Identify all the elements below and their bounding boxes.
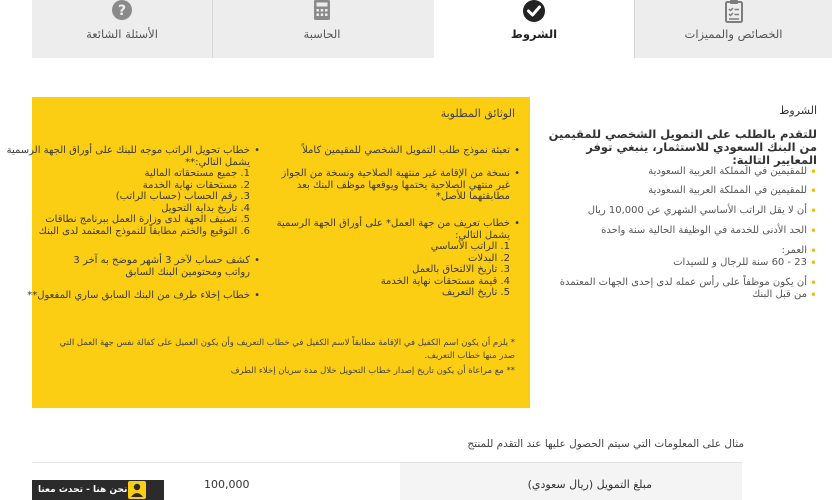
document-text: • نسخة من الإقامة غير منتهية الصلاحية ونسخة من الجواز — [281, 168, 510, 179]
svg-text:?: ? — [117, 3, 127, 19]
document-text: يشمل التالي: — [455, 229, 510, 241]
document-text: 4. قيمة مستحقات نهاية الخدمة — [380, 275, 510, 287]
document-text: تعبئة نموذج طلب التمويل الشخصي للمقيمين كاملاً — [302, 145, 510, 156]
document-text: يشمل التالي:** — [185, 156, 250, 168]
document-text: غير منتهي الصلاحية يختمها ويوقعها موظف البنك بعد — [296, 179, 510, 191]
tab-features-label: الخصائص والمميزات — [684, 27, 783, 41]
document-text: 5. تصنيف الجهة لدى وزارة العمل ببرنامج نطاقات — [45, 214, 250, 225]
chat-button[interactable] — [32, 480, 164, 500]
tab-calculator-label: الحاسبة — [303, 27, 341, 41]
document-text: • كشف حساب لآخر 3 أشهر موضح به آخر 3 — [73, 255, 250, 266]
tab-bar — [32, 0, 832, 58]
conditions-title: الشروط — [779, 104, 817, 117]
condition-item: • للمقيمين في المملكة العربية السعودية — [542, 166, 817, 178]
condition-item: • للمقيمين في المملكة العربية السعودية — [542, 185, 817, 197]
checkmark-icon — [521, 0, 547, 26]
conditions-intro: للتقدم بالطلب على التمويل الشخصي للمقيمين من البنك السعودي للاستثمار، ينبغي توفر المعايير التالية: — [548, 127, 817, 167]
document-text: مطابقتهما للأصل* — [435, 191, 510, 202]
document-text: 6. التوقيع والختم مطابقاً للنموذج المعتمد لدى البنك — [38, 225, 250, 237]
document-text: خطاب إخلاء طرف من البنك السابق ساري المفعول** — [27, 290, 250, 301]
document-text: 5. تاريخ التعريف — [441, 287, 510, 298]
document-item — [277, 218, 520, 299]
example-title: مثال على المعلومات التي سيتم الحصول عليها عند التقدم للمنتج — [467, 438, 744, 450]
document-text: • خطاب تحويل الراتب موجه للبنك على أوراق الجهة الرسمية — [6, 145, 250, 156]
document-item — [7, 145, 260, 237]
document-text: 4. تاريخ بداية التحويل — [161, 202, 250, 214]
financing-amount-label: مبلغ التمويل (ريال سعودي) — [527, 478, 652, 491]
documents-title: الوثائق المطلوبة — [440, 107, 515, 120]
condition-item-continued: • 23 - 60 سنة للرجال و للسيدات — [542, 257, 817, 269]
document-item — [302, 145, 520, 157]
financing-amount-value: 100,000 — [204, 478, 250, 491]
document-text: 1. جميع مستحقاته المالية — [144, 168, 250, 179]
condition-item-continued: • من قبل البنك — [542, 289, 817, 301]
condition-item: • الحد الأدنى للخدمة في الوظيفة الحالية سنة واحدة — [542, 225, 817, 237]
conditions-panel — [532, 58, 832, 408]
tab-features[interactable] — [635, 0, 832, 58]
checklist-icon — [724, 0, 744, 24]
condition-item: • أن لا يقل الراتب الأساسي الشهري عن 10,000 ريال — [542, 205, 817, 217]
tab-conditions[interactable] — [434, 0, 634, 58]
documents-note: صدر منها خطاب التعريف. — [424, 351, 515, 361]
document-item — [282, 168, 521, 203]
documents-note: * يلزم أن يكون اسم الكفيل في الإقامة مطابقاً لاسم الكفيل في خطاب التعريف وأن يكون العميل على كفالة نفس جهة العمل التي — [59, 338, 515, 348]
document-text: • خطاب تعريف من جهة العمل* على أوراق الجهة الرسمية — [276, 218, 510, 229]
tab-conditions-label: الشروط — [510, 27, 558, 41]
question-icon — [110, 0, 134, 24]
documents-panel — [6, 97, 530, 408]
condition-item: • أن يكون موظفاً على رأس عمله لدى إحدى الجهات المعتمدة — [542, 277, 817, 289]
document-text: رواتب ومحتومين البنك السابق — [125, 266, 250, 278]
document-item — [27, 290, 260, 302]
document-text: 2. مستحقات نهاية الخدمة — [142, 179, 250, 191]
tab-divider — [634, 0, 635, 58]
document-item — [73, 255, 260, 278]
calculator-icon — [313, 0, 331, 22]
documents-note: ** مع مراعاة أن يكون تاريخ إصدار خطاب التحويل خلال مدة سريان إخلاء الطرف — [230, 366, 515, 376]
condition-item: • العمر: — [542, 245, 817, 257]
tab-divider — [212, 0, 213, 58]
chat-label: نحن هنا - تحدث معنا — [38, 485, 128, 495]
document-text: 3. تاريخ الالتحاق بالعمل — [412, 264, 510, 275]
person-icon — [128, 481, 146, 499]
tab-calculator[interactable] — [212, 0, 432, 58]
document-text: 1. الراتب الأساسي — [430, 241, 510, 252]
document-text: 3. رقم الحساب (حساب الراتب) — [115, 191, 250, 202]
example-label-cell — [400, 462, 742, 500]
document-text: 2. البدلات — [468, 252, 510, 264]
tab-faq[interactable] — [32, 0, 212, 58]
tab-faq-label: الأسئلة الشائعة — [86, 27, 158, 41]
